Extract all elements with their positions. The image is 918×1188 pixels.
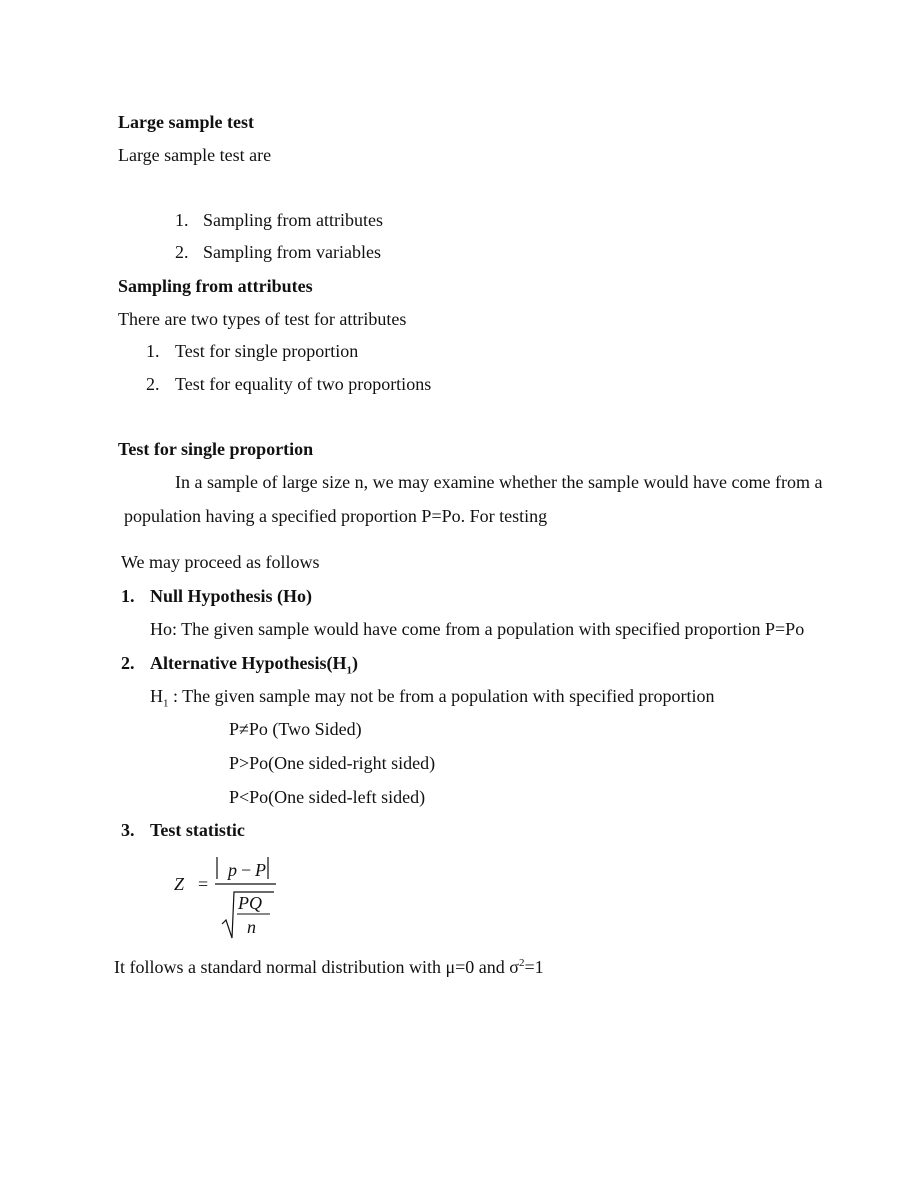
alternative-hypothesis-text: $H_1$ : The given sample may not be from a population with specified proportion [150,686,715,710]
formula-z: Z [174,874,185,894]
null-hypothesis-text: Ho: The given sample would have come from a population with specified proportion P=Po [150,619,805,639]
heading-test-single-proportion: Test for single proportion [118,439,314,459]
formula-numerator-p: p [228,860,237,880]
step-3-title: Test statistic [150,820,245,840]
formula-equals: = [198,874,209,894]
step-2-title: Alternative $Hypothesis(H_1)$ [150,653,358,677]
list1-item-2-number: 2. [175,242,189,262]
formula-numerator-P: P [255,860,266,880]
formula-denominator-pq: PQ [238,893,262,913]
formula-minus: − [241,860,252,880]
alternative-left-sided: P<Po(One sided-left sided) [229,787,426,807]
attributes-text: There are two types of test for attributes [118,309,407,329]
list2-item-1-text: Test for single proportion [175,341,359,361]
paragraph-line-2: population having a specified proportion P=Po. For testing [124,506,548,526]
heading-large-sample-test: Large sample test [118,112,254,132]
alternative-right-sided: P>Po(One sided-right sided) [229,753,436,773]
step-3-number: 3. [121,820,135,840]
step-2-number: 2. [121,653,135,673]
list2-item-1-number: 1. [146,341,160,361]
list2-item-2-text: Test for equality of two proportions [175,374,432,394]
list1-item-2-text: Sampling from variables [203,242,381,262]
intro-text: Large sample test are [118,145,272,165]
step-1-title: Null Hypothesis (Ho) [150,586,313,606]
list1-item-1-number: 1. [175,210,189,230]
alternative-two-sided: P≠Po (Two Sided) [229,719,362,739]
paragraph-line-1: In a sample of large size n, we may examine whether the sample would have come from a [175,472,823,492]
list2-item-2-number: 2. [146,374,160,394]
formula-denominator-n: n [247,917,256,937]
step-1-number: 1. [121,586,135,606]
test-statistic-formula [170,852,290,942]
formula-svg [170,852,290,942]
conclusion-text: It follows a standard normal distribution with μ=0 and $\sigma^2=1$ [114,957,544,977]
heading-sampling-from-attributes: Sampling from attributes [118,276,313,296]
proceed-text: We may proceed as follows [121,552,320,572]
list1-item-1-text: Sampling from attributes [203,210,383,230]
